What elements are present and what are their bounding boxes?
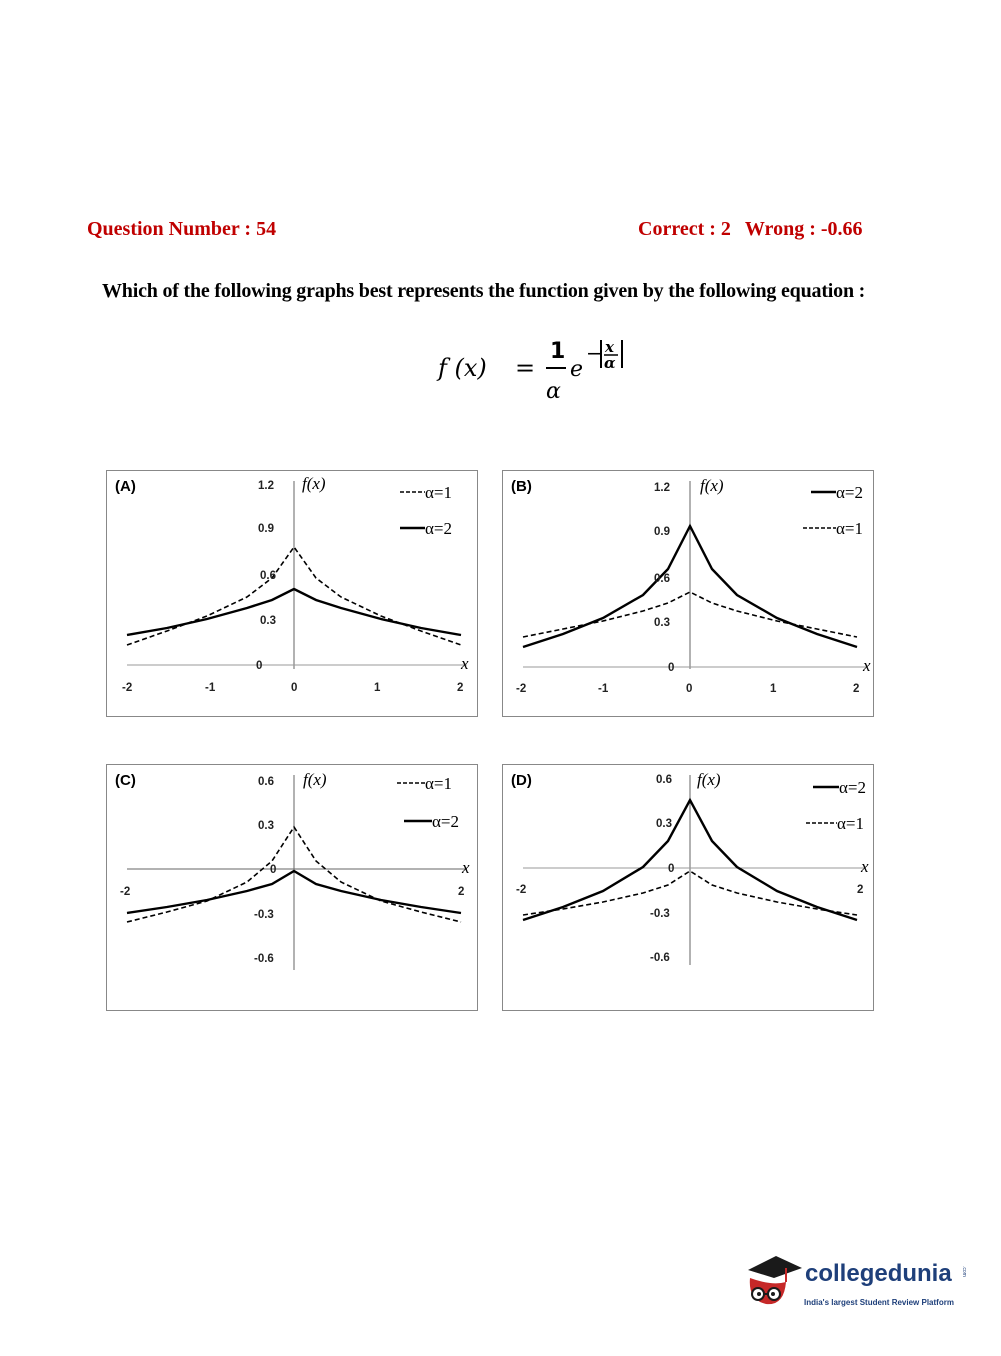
panel-label: (C) bbox=[115, 772, 136, 789]
x-tick-4: 1 bbox=[770, 683, 777, 695]
legend-label-1: α=2 bbox=[839, 778, 866, 797]
question-number: Question Number : 54 bbox=[87, 218, 277, 240]
y-tick-4: -0.3 bbox=[650, 908, 670, 920]
fraction-denominator: α bbox=[546, 379, 561, 404]
y-tick-2: 0.3 bbox=[258, 820, 274, 832]
x-tick-5: 2 bbox=[457, 682, 464, 694]
y-tick-2: 0.3 bbox=[656, 818, 672, 830]
y-axis-label: f(x) bbox=[700, 476, 724, 495]
exp-numerator: x bbox=[605, 338, 614, 356]
equation bbox=[420, 328, 660, 408]
x-tick-2: -1 bbox=[598, 683, 609, 695]
y-axis-label: f(x) bbox=[302, 474, 326, 493]
x-tick-2: 2 bbox=[857, 884, 864, 896]
legend-label-2: α=2 bbox=[432, 812, 459, 831]
x-axis-label: x bbox=[461, 654, 469, 673]
panel-label: (A) bbox=[115, 478, 136, 495]
y-tick-4: -0.3 bbox=[254, 909, 274, 921]
y-tick-1: 0.6 bbox=[258, 776, 274, 788]
y-tick-1: 1.2 bbox=[654, 482, 670, 494]
y-axis-label: f(x) bbox=[697, 770, 721, 789]
y-tick-2: 0.9 bbox=[258, 523, 274, 535]
y-tick-4: 0.3 bbox=[260, 615, 276, 627]
y-tick-3: 0.6 bbox=[260, 570, 276, 582]
x-tick-1: -2 bbox=[122, 682, 133, 694]
panel-a bbox=[106, 470, 478, 717]
marking-scheme bbox=[638, 218, 863, 241]
correct-marks: Correct : 2 bbox=[638, 218, 731, 240]
y-tick-3: 0 bbox=[270, 864, 277, 876]
legend-label-2: α=1 bbox=[836, 519, 863, 538]
legend-label-2: α=2 bbox=[425, 519, 452, 538]
exp-base: e bbox=[570, 357, 584, 382]
panel-label: (B) bbox=[511, 478, 532, 495]
x-axis-label: x bbox=[861, 857, 869, 876]
legend-label-1: α=1 bbox=[425, 774, 452, 793]
brand-dotcom: .com bbox=[961, 1266, 967, 1277]
y-tick-5: 0 bbox=[668, 662, 675, 674]
x-axis-label: x bbox=[863, 656, 871, 675]
y-axis-label: f(x) bbox=[303, 770, 327, 789]
x-tick-1: -2 bbox=[516, 884, 527, 896]
legend-label-1: α=1 bbox=[425, 483, 452, 502]
brand-name: collegedunia bbox=[805, 1260, 952, 1287]
y-tick-3: 0 bbox=[668, 863, 675, 875]
x-tick-3: 0 bbox=[686, 683, 693, 695]
x-tick-4: 1 bbox=[374, 682, 381, 694]
exp-sign: − bbox=[586, 341, 603, 365]
question-header bbox=[0, 218, 1001, 248]
brand-logo bbox=[742, 1248, 972, 1318]
brand-tagline: India's largest Student Review Platform bbox=[804, 1298, 954, 1307]
y-tick-2: 0.9 bbox=[654, 526, 670, 538]
x-tick-1: -2 bbox=[120, 886, 131, 898]
y-tick-4: 0.3 bbox=[654, 617, 670, 629]
y-tick-1: 0.6 bbox=[656, 774, 672, 786]
legend-label-1: α=2 bbox=[836, 483, 863, 502]
question-text: Which of the following graphs best represents the function given by the following equation : bbox=[102, 280, 866, 302]
panel-c bbox=[106, 764, 478, 1011]
x-tick-3: 0 bbox=[291, 682, 298, 694]
y-tick-5: 0 bbox=[256, 660, 263, 672]
equation-lhs: f (x) bbox=[438, 354, 487, 382]
x-tick-2: -1 bbox=[205, 682, 216, 694]
panel-b bbox=[502, 470, 874, 717]
x-tick-1: -2 bbox=[516, 683, 527, 695]
panel-label: (D) bbox=[511, 772, 532, 789]
wrong-marks: Wrong : -0.66 bbox=[744, 218, 863, 240]
mascot-icon bbox=[742, 1248, 804, 1318]
equation-equals: = bbox=[515, 354, 536, 382]
x-tick-5: 2 bbox=[853, 683, 860, 695]
y-tick-3: 0.6 bbox=[654, 573, 670, 585]
legend-label-2: α=1 bbox=[837, 814, 864, 833]
x-axis-label: x bbox=[462, 858, 470, 877]
fraction-numerator: 1 bbox=[550, 339, 566, 364]
y-tick-5: -0.6 bbox=[650, 952, 670, 964]
x-tick-2: 2 bbox=[458, 886, 465, 898]
y-tick-5: -0.6 bbox=[254, 953, 274, 965]
y-tick-1: 1.2 bbox=[258, 480, 274, 492]
panel-d bbox=[502, 764, 874, 1011]
exp-denominator: α bbox=[604, 354, 616, 372]
